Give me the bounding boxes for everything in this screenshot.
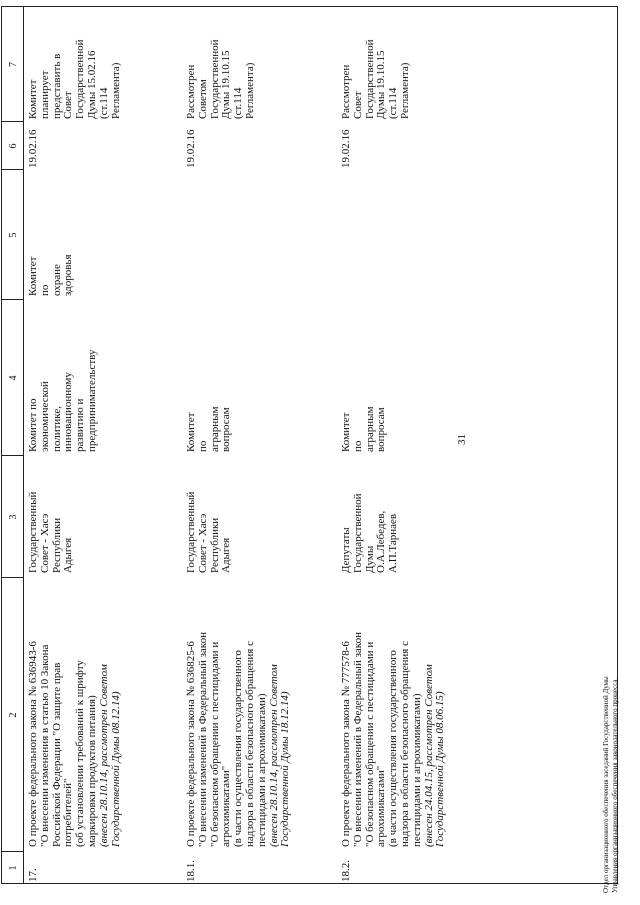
co-committee: Комитет по охране здоровья xyxy=(27,254,75,296)
status: Комитет планирует представить в Совет Государственной Думы 15.02.16 (ст.114 Регламента) xyxy=(27,39,122,119)
row-number: 17. xyxy=(27,868,39,882)
header-col-5: 5 xyxy=(8,232,19,238)
date: 19.02.16 xyxy=(340,129,352,168)
committee: Комитет по экономической политике, инновационному развитию и предпринимательству xyxy=(27,349,98,452)
header-col-6: 6 xyxy=(8,143,19,149)
page-number: 31 xyxy=(456,434,468,445)
table-row xyxy=(341,579,447,847)
committee: Комитет по аграрным вопросам xyxy=(185,406,233,452)
page-footer xyxy=(602,676,620,893)
table-row xyxy=(186,579,292,847)
header-col-3: 3 xyxy=(8,514,19,520)
bill-note: (внесен 28.10.14, рассмотрен Советом Государственной Думы 18.12.14) xyxy=(267,664,292,847)
status: Рассмотрен Совет Государственной Думы 19.10.15 (ст.114 Регламента) xyxy=(340,39,411,119)
committee: Комитет по аграрным вопросам xyxy=(340,406,388,452)
date: 19.02.16 xyxy=(185,129,197,168)
bill-title: О проекте федерального закона № 636943-6 "О внесении изменения в статью 10 Закона Российской Федерации "О защите прав потребителей" (об установлении требований к шрифту маркировки продуктов питания) xyxy=(27,641,98,847)
row-number: 18.1. xyxy=(185,860,197,882)
bill-note: (внесен 24.04.15, рассмотрен Советом Государственной Думы 08.06.15) xyxy=(422,664,447,847)
col-rule-0 xyxy=(1,883,618,884)
col-rule-7 xyxy=(1,6,618,7)
header-col-2: 2 xyxy=(8,712,19,718)
row-number: 18.2. xyxy=(340,860,352,882)
footer-line-1: Отдел организационного обеспечения заседаний Государственной Думы xyxy=(602,676,610,893)
status: Рассмотрен Советом Государственной Думы 19.10.15 (ст.114 Регламента) xyxy=(185,39,256,119)
date: 19.02.16 xyxy=(27,129,39,168)
initiator: Государственный Совет - Хасэ Республики Адыгея xyxy=(27,491,75,573)
header-col-7: 7 xyxy=(8,62,19,67)
footer-line-2: Управления организационного обеспечения законодательного процесса xyxy=(611,679,619,893)
table-top-rule xyxy=(1,6,2,884)
initiator: Государственный Совет - Хасэ Республики Адыгея xyxy=(185,491,233,573)
header-bottom-rule xyxy=(23,6,24,884)
table-row xyxy=(28,579,122,847)
header-col-4: 4 xyxy=(8,375,19,381)
initiator: Депутаты Государственной Думы О.А.Лебедев, А.П.Тарнаев xyxy=(340,493,400,573)
bill-note: (внесен 28.10.14, рассмотрен Советом Государственной Думы 08.12.14) xyxy=(97,664,122,847)
bill-title: О проекте федерального закона № 777578-6 "О внесении изменений в Федеральный закон "О безопасном обращении с пестицидами и агрохимикатами" (в части осуществления государственного надзора в области безопасного обращения с пестицидами и агрохимикатами) xyxy=(340,632,423,847)
header-col-1: 1 xyxy=(8,865,19,871)
bill-title: О проекте федерального закона № 636825-6 "О внесении изменений в Федеральный закон "О безопасном обращении с пестицидами и агрохимикатами" (в части осуществления государственного надзора в области безопасного обращения с пестицидами и агрохимикатами) xyxy=(185,632,268,847)
